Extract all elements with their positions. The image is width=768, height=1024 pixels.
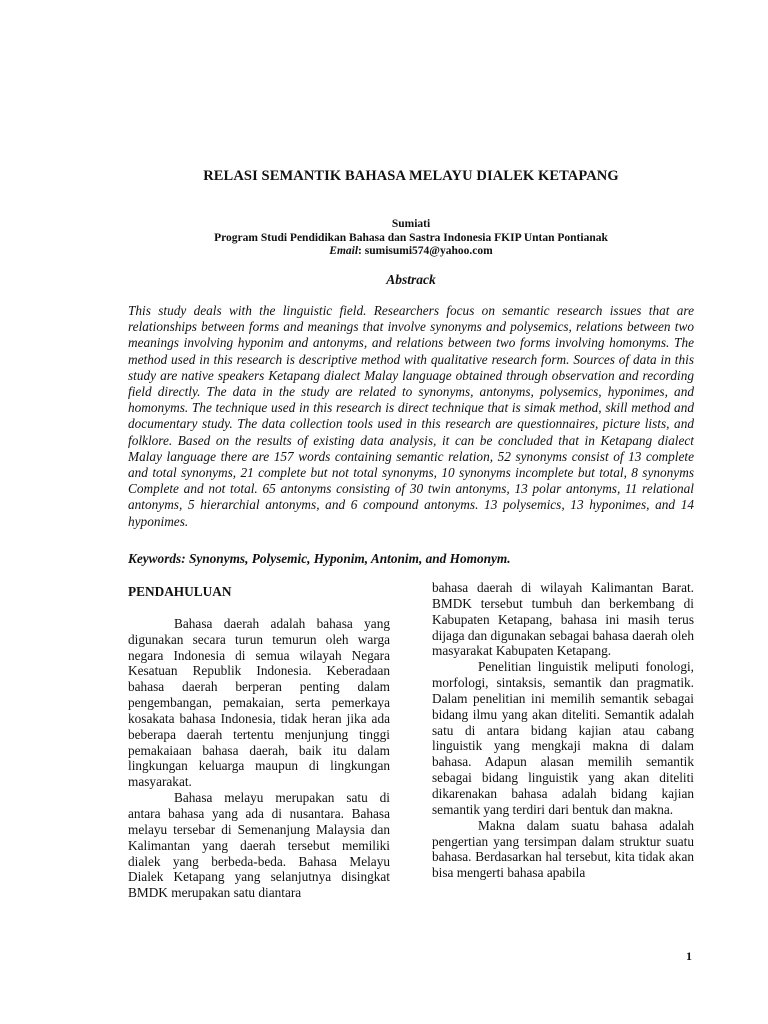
keywords: Keywords: Synonyms, Polysemic, Hyponim, Antonim, and Homonym. — [128, 551, 511, 566]
body-paragraph: Makna dalam suatu bahasa adalah pengertian yang tersimpan dalam struktur suatu bahasa. Berdasarkan hal tersebut, kita tidak akan bisa mengerti bahasa apabila — [432, 817, 694, 881]
author-block — [128, 218, 694, 259]
author-affiliation: Program Studi Pendidikan Bahasa dan Sastra Indonesia FKIP Untan Pontianak — [214, 231, 608, 244]
abstract-text: This study deals with the linguistic field. Researchers focus on semantic research issues that are relationships between forms and meanings that involve synonyms and polysemics, relations between two meanings involving hyponim and antonyms, and relations between two forms involving homonyms. The method used in this research is descriptive method with qualitative research form. Sources of data in this study are native speakers Ketapang dialect Malay language obtained through observation and recording field directly. The data in the study are related to synonyms, antonyms, polysemics, hyponimes, and homonyms. The technique used in this research is direct technique that is simak method, skill method and documentary study. The data collection tools used in this research are questionnaires, picture lists, and folklore. Based on the results of existing data analysis, it can be concluded that in Ketapang dialect Malay language there are 157 words containing semantic relation, 52 synonyms consist of 13 complete and total synonyms, 21 complete but not total synonyms, 10 synonyms incomplete but total, 8 synonyms Complete and not total. 65 antonyms consisting of 30 twin antonyms, 13 polar antonyms, 11 relational antonyms, 5 hierarchial antonyms, and 6 compound antonyms. 13 polysemics, 13 hyponimes, and 14 hyponimes. — [128, 303, 694, 529]
body-column-right — [432, 580, 694, 881]
page-number: 1 — [686, 949, 692, 963]
email-label: Email — [329, 245, 359, 257]
author-email-line — [128, 245, 694, 259]
email-separator: : — [358, 245, 365, 257]
abstract-heading: Abstrack — [386, 272, 436, 287]
body-column-left — [128, 584, 390, 901]
body-paragraph: bahasa daerah di wilayah Kalimantan Barat. BMDK tersebut tumbuh dan berkembang di Kabupaten Ketapang, bahasa ini masih terus dijaga dan digunakan sebagai bahasa daerah oleh masyarakat Kabupaten Ketapang. — [432, 580, 694, 659]
section-heading: PENDAHULUAN — [128, 584, 232, 599]
body-paragraph: Bahasa daerah adalah bahasa yang digunakan secara turun temurun oleh warga negara Indonesia di semua wilayah Negara Kesatuan Republik Indonesia. Keberadaan bahasa daerah berperan penting dalam pengembangan, pemakaian, serta pemerkaya kosakata bahasa Indonesia, tidak heran jika ada beberapa daerah tertentu menjunjung tinggi pemakaiaan bahasa daerah, baik itu dalam lingkungan keluarga maupun di lingkungan masyarakat. — [128, 615, 390, 790]
author-name: Sumiati — [391, 218, 431, 230]
author-email: sumisumi574@yahoo.com — [364, 245, 493, 257]
body-paragraph: Bahasa melayu merupakan satu di antara bahasa yang ada di nusantara. Bahasa melayu tersebar di Semenanjung Malaysia dan Kalimantan yang daerah tersebut memiliki dialek yang berbeda-beda. Bahasa Melayu Dialek Ketapang yang selanjutnya disingkat BMDK merupakan satu diantara — [128, 790, 390, 901]
body-paragraph: Penelitian linguistik meliputi fonologi, morfologi, sintaksis, semantik dan pragmatik. Dalam penelitian ini memilih semantik sebagai bidang ilmu yang akan diteliti. Semantik adalah satu di antara bidang kajian atau cabang linguistik yang mengkaji makna di dalam bahasa. Adapun alasan memilih semantik sebagai bidang linguistik yang akan diteliti dikarenakan bahasa adalah bidang kajian semantik yang terdiri dari bentuk dan makna. — [432, 659, 694, 817]
paper-title: RELASI SEMANTIK BAHASA MELAYU DIALEK KETAPANG — [203, 168, 619, 184]
